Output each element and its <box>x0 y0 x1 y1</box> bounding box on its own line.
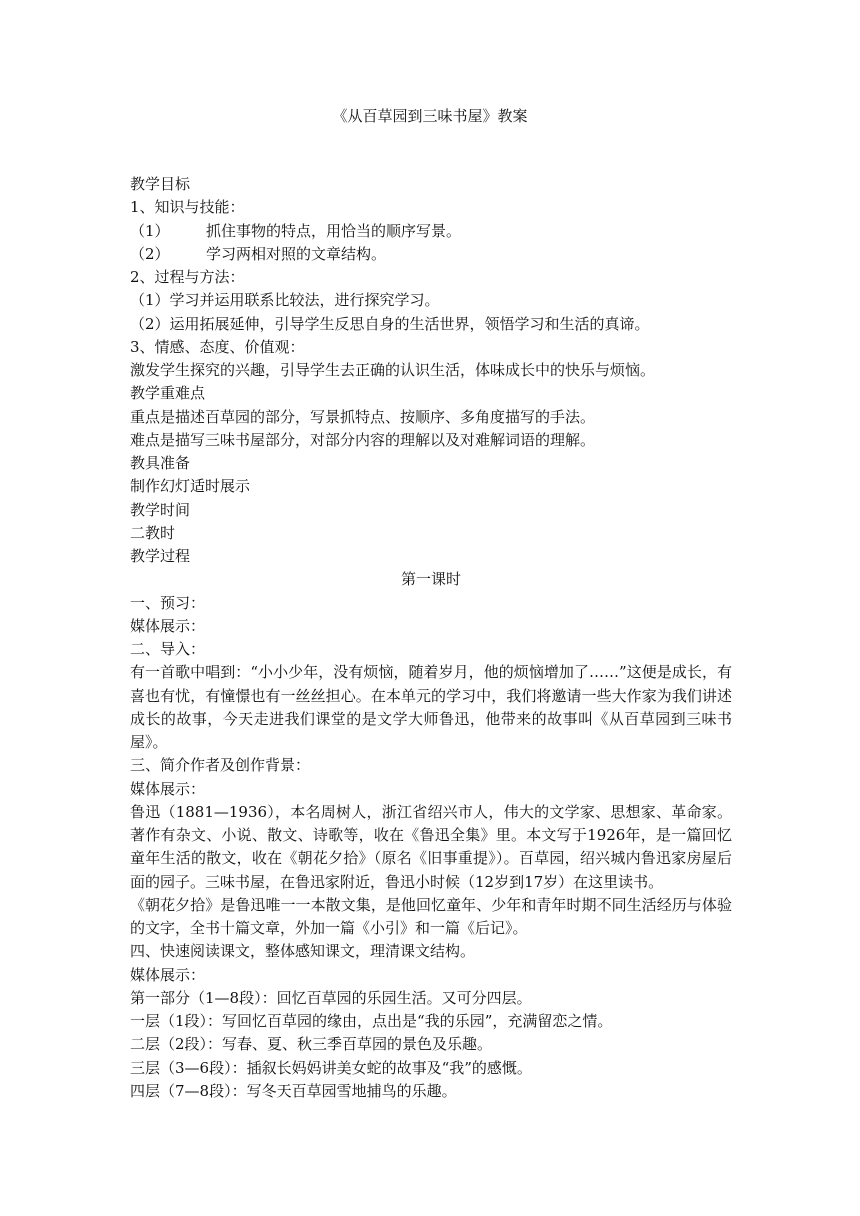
tools-heading: 教具准备 <box>130 454 191 472</box>
emotion-text: 激发学生探究的兴趣，引导学生去正确的认识生活，体味成长中的快乐与烦恼。 <box>130 361 656 379</box>
process-method-heading: 2、过程与方法： <box>130 268 245 286</box>
media-label-3: 媒体展示： <box>130 965 206 984</box>
time-heading: 教学时间 <box>130 500 191 519</box>
time-text: 二教时 <box>130 523 176 542</box>
process-item-1: （1）学习并运用联系比较法，进行探究学习。 <box>130 291 440 310</box>
author-heading: 三、简介作者及创作背景： <box>130 756 311 775</box>
knowledge-item-1 <box>130 220 732 243</box>
intro-paragraph: 有一首歌中唱到：“小小少年，没有烦恼，随着岁月，他的烦恼增加了……”这便是成长，有喜也有忧，有憧憬也有一丝丝担心。在本单元的学习中，我们将邀请一些大作家为我们讲述成长的故事，今天走进我们课堂的是文学大师鲁迅，他带来的故事叫《从百草园到三味书屋》。 <box>130 663 732 751</box>
goals-heading: 教学目标 <box>130 175 191 193</box>
reading-heading: 四、快速阅读课文，整体感知课文，理清课文结构。 <box>130 942 476 961</box>
layer-4-text: 四层（7—8段）：写冬天百草园雪地捕鸟的乐趣。 <box>130 1081 457 1100</box>
layer-3-text: 三层（3—6段）：插叙长妈妈讲美女蛇的故事及“我”的感慨。 <box>130 1058 532 1077</box>
layer-1-text: 一层（1段）：写回忆百草园的缘由，点出是“我的乐园”，充满留恋之情。 <box>130 1012 613 1030</box>
media-label-2: 媒体展示： <box>130 779 206 798</box>
knowledge-item-2-number: （2） <box>130 244 170 263</box>
media-label-1: 媒体展示： <box>130 616 206 635</box>
knowledge-heading: 1、知识与技能： <box>130 198 245 217</box>
document-body <box>130 173 732 1103</box>
knowledge-item-1-text: 抓住事物的特点，用恰当的顺序写景。 <box>206 221 462 240</box>
key-point-text: 重点是描述百草园的部分，写景抓特点、按顺序、多角度描写的手法。 <box>130 407 596 426</box>
emotion-heading: 3、情感、态度、价值观： <box>130 337 305 356</box>
teaching-process-heading: 教学过程 <box>130 547 191 565</box>
preview-heading: 一、预习： <box>130 593 206 612</box>
author-paragraph: 鲁迅（1881—1936），本名周树人，浙江省绍兴市人，伟大的文学家、思想家、革命家。著作有杂文、小说、散文、诗歌等，收在《鲁迅全集》里。本文写于1926年，是一篇回忆童年生活的散文，收在《朝花夕拾》（原名《旧事重提》）。百草园，绍兴城内鲁迅家房屋后面的园子。三味书屋，在鲁迅家附近，鲁迅小时候（12岁到17岁）在这里读书。 <box>130 802 732 891</box>
layer-2-text: 二层（2段）：写春、夏、秋三季百草园的景色及乐趣。 <box>130 1035 493 1054</box>
book-paragraph: 《朝花夕拾》是鲁迅唯一一本散文集，是他回忆童年、少年和青年时期不同生活经历与体验的文字，全书十篇文章，外加一篇《小引》和一篇《后记》。 <box>130 895 732 937</box>
part-1-text: 第一部分（1—8段）：回忆百草园的乐园生活。又可分四层。 <box>130 988 532 1007</box>
knowledge-item-2-text: 学习两相对照的文章结构。 <box>206 244 387 263</box>
document-title: 《从百草园到三味书屋》教案 <box>332 107 528 125</box>
process-item-2: （2）运用拓展延伸，引导学生反思自身的生活世界，领悟学习和生活的真谛。 <box>130 314 650 333</box>
knowledge-item-2 <box>130 243 732 266</box>
hard-point-text: 难点是描写三味书屋部分，对部分内容的理解以及对难解词语的理解。 <box>130 430 596 449</box>
difficulty-heading: 教学重难点 <box>130 384 206 403</box>
tools-text: 制作幻灯适时展示 <box>130 477 251 496</box>
lesson-1-heading: 第一课时 <box>400 570 461 589</box>
knowledge-item-1-number: （1） <box>130 221 170 240</box>
intro-heading: 二、导入： <box>130 640 206 658</box>
